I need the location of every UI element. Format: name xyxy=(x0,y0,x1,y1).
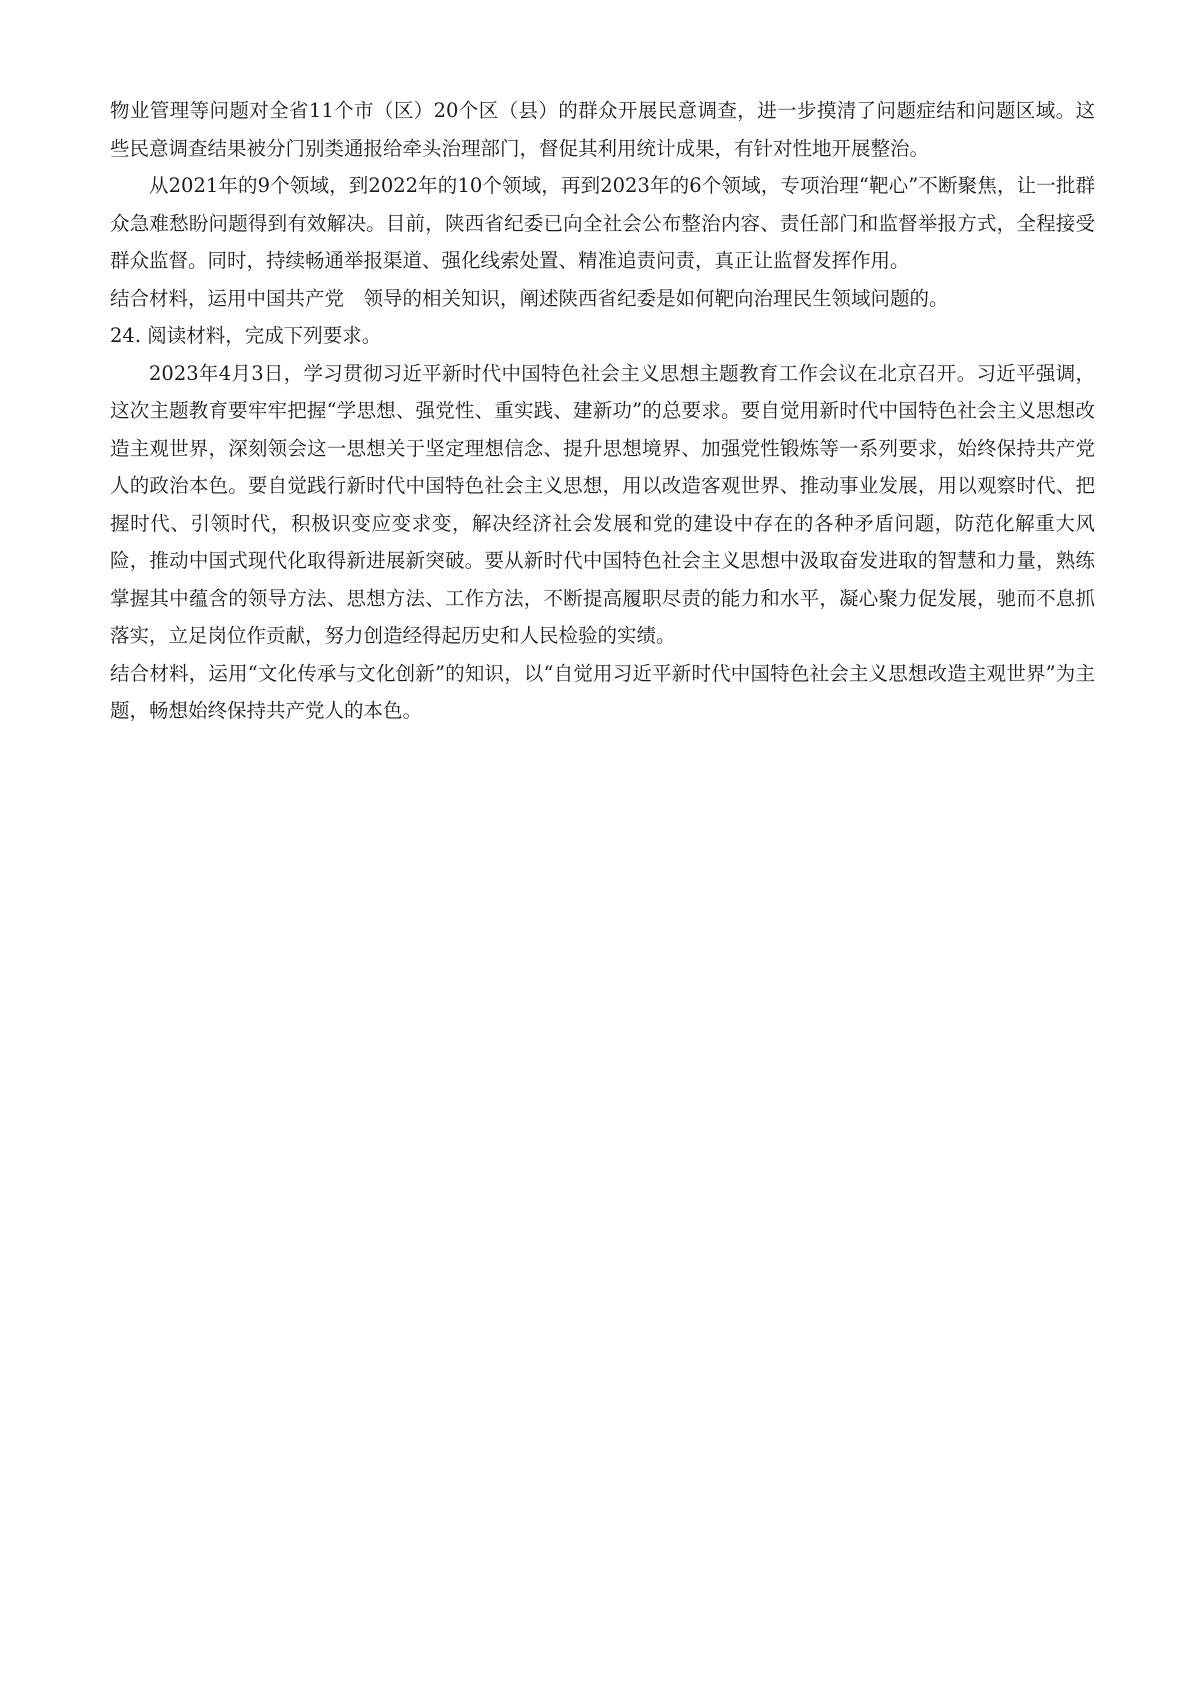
document-body xyxy=(110,92,1095,730)
question-24-prompt: 结合材料，运用“文化传承与文化创新”的知识，以“自觉用习近平新时代中国特色社会主义思想改造主观世界”为主题，畅想始终保持共产党人的本色。 xyxy=(110,661,1095,722)
question-24-title: 24. 阅读材料，完成下列要求。 xyxy=(110,324,382,347)
material-paragraph-continued: 物业管理等问题对全省11个市（区）20个区（县）的群众开展民意调查，进一步摸清了问题症结和问题区域。这些民意调查结果被分门别类通报给牵头治理部门，督促其利用统计成果，有针对性地开展整治。 xyxy=(110,99,1095,160)
material-paragraph: 从2021年的9个领域，到2022年的10个领域，再到2023年的6个领域，专项治理“靶心”不断聚焦，让一批群众急难愁盼问题得到有效解决。目前，陕西省纪委已向全社会公布整治内容、责任部门和监督举报方式，全程接受群众监督。同时，持续畅通举报渠道、强化线索处置、精准追责问责，真正让监督发挥作用。 xyxy=(110,174,1095,272)
question-24-material: 2023年4月3日，学习贯彻习近平新时代中国特色社会主义思想主题教育工作会议在北京召开。习近平强调，这次主题教育要牢牢把握“学思想、强党性、重实践、建新功”的总要求。要自觉用新时代中国特色社会主义思想改造主观世界，深刻领会这一思想关于坚定理想信念、提升思想境界、加强党性锻炼等一系列要求，始终保持共产党人的政治本色。要自觉践行新时代中国特色社会主义思想，用以改造客观世界、推动事业发展，用以观察时代、把握时代、引领时代，积极识变应变求变，解决经济社会发展和党的建设中存在的各种矛盾问题，防范化解重大风险，推动中国式现代化取得新进展新突破。要从新时代中国特色社会主义思想中汲取奋发进取的智慧和力量，熟练掌握其中蕴含的领导方法、思想方法、工作方法，不断提高履职尽责的能力和水平，凝心聚力促发展，驰而不息抓落实，立足岗位作贡献，努力创造经得起历史和人民检验的实绩。 xyxy=(110,361,1095,647)
question-23-prompt: 结合材料，运用中国共产党 领导的相关知识，阐述陕西省纪委是如何靶向治理民生领域问题的。 xyxy=(110,286,949,310)
